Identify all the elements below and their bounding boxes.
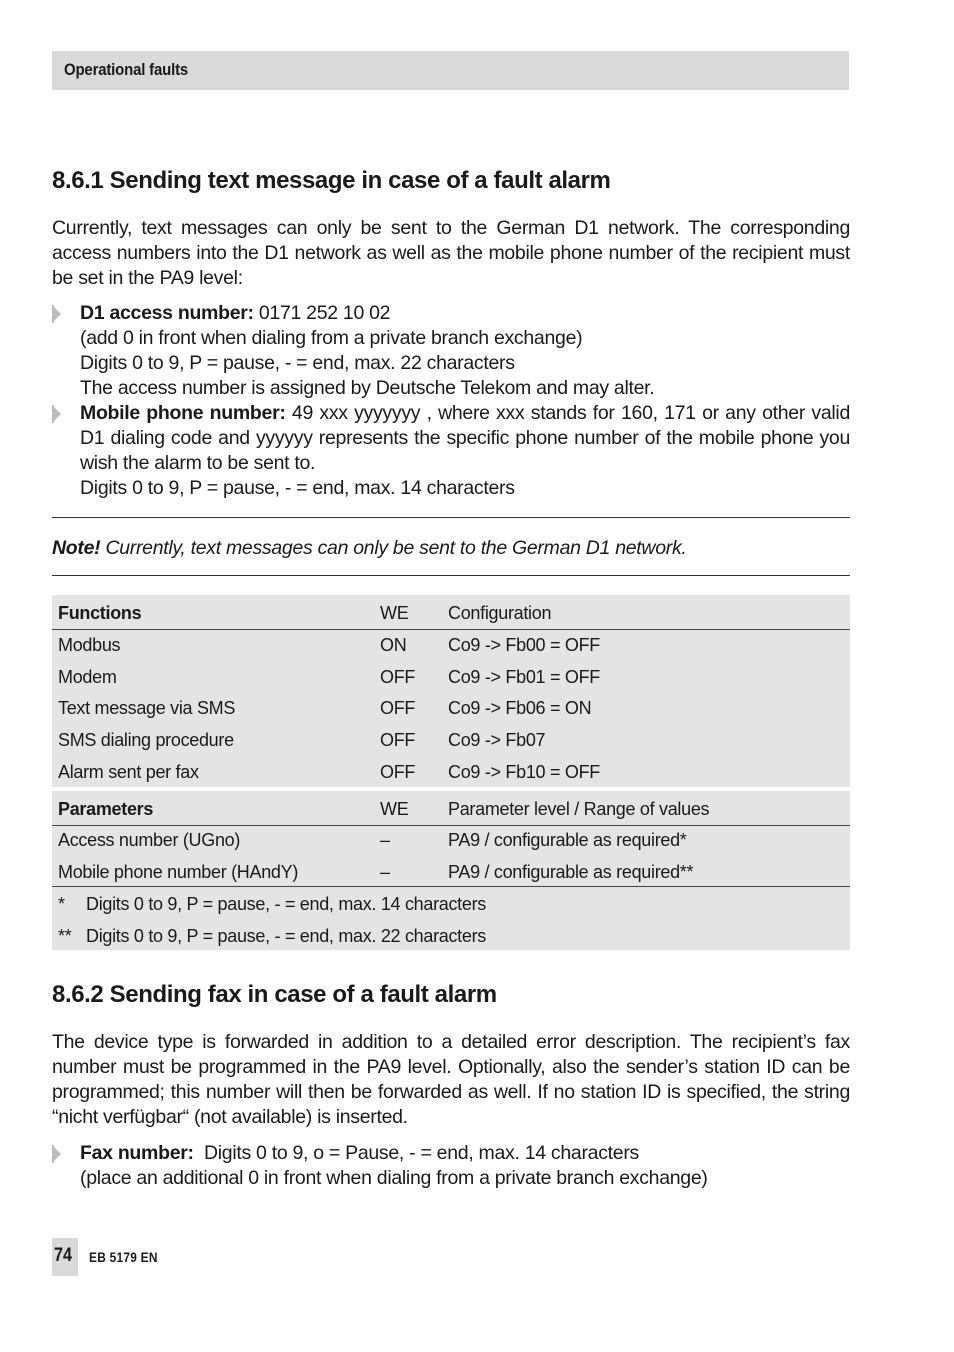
bullet-lead-label: Mobile phone number:	[80, 402, 286, 424]
table-row	[52, 756, 850, 788]
bullet-lead-label: Fax number:	[80, 1142, 194, 1164]
bullet-lead-value: 0171 252 10 02	[253, 302, 391, 324]
bullet-line: (add 0 in front when dialing from a private branch exchange)	[80, 327, 583, 349]
table-row	[52, 824, 850, 856]
bullet-line: Digits 0 to 9, P = pause, - = end, max. 22 characters	[80, 352, 515, 374]
bullet-lead-line	[80, 301, 850, 326]
bullet-line: Digits 0 to 9, P = pause, - = end, max. 14 characters	[80, 477, 515, 499]
bullet-line: The access number is assigned by Deutsche Telekom and may alter.	[80, 377, 655, 399]
table-header-cell: Configuration	[448, 603, 552, 623]
table-cell: Alarm sent per fax	[58, 762, 199, 782]
section1-intro-paragraph: Currently, text messages can only be sent to the German D1 network. The corresponding access numbers into the D1 network as well as the mobile phone number of the recipient must be set in the PA9 level:	[52, 217, 850, 289]
footnote-text: Digits 0 to 9, P = pause, - = end, max. 22 characters	[86, 926, 486, 946]
page-number-box	[52, 1238, 78, 1276]
table-cell: –	[380, 830, 390, 850]
note-body: Currently, text messages can only be sent to the German D1 network.	[100, 537, 687, 559]
table-footnote	[52, 920, 850, 952]
table-footnote	[52, 888, 850, 920]
table-header-cell: Parameters	[58, 799, 154, 819]
section2-intro-paragraph: The device type is forwarded in addition to a detailed error description. The recipient’s fax number must be programmed in the PA9 level. Optionally, also the sender’s station ID can be programmed; this number will then be forwarded as well. If no station ID is specified, the string “nicht verfügbar“ (not available) is inserted.	[52, 1031, 850, 1128]
table-cell: –	[380, 862, 390, 882]
bullet-lead-value: Digits 0 to 9, o = Pause, - = end, max. 14 characters	[193, 1142, 639, 1164]
bullet-lead-line	[80, 1141, 850, 1166]
functions-table-header	[52, 597, 850, 630]
table-cell: Mobile phone number (HAndY)	[58, 862, 299, 882]
note-text	[52, 537, 687, 560]
table-row	[52, 724, 850, 756]
table-cell: OFF	[380, 762, 416, 782]
table-cell: SMS dialing procedure	[58, 730, 234, 750]
table-row	[52, 856, 850, 887]
bullet-arrow-icon	[52, 1145, 61, 1163]
table-cell: Modem	[58, 667, 117, 687]
bullet-mobile-phone-number	[80, 401, 850, 501]
section-header-bar	[52, 51, 849, 90]
section-heading-8-6-1: 8.6.1 Sending text message in case of a fault alarm	[52, 167, 611, 194]
table-header-cell: Functions	[58, 603, 142, 623]
table-cell: Co9 -> Fb01 = OFF	[448, 667, 600, 687]
table-row	[52, 629, 850, 661]
bullet-fax-number	[80, 1141, 850, 1191]
bullet-arrow-icon	[52, 305, 61, 323]
note-label: Note!	[52, 537, 101, 559]
table-cell: Co9 -> Fb07	[448, 730, 546, 750]
footnote-text: Digits 0 to 9, P = pause, - = end, max. 14 characters	[86, 894, 486, 914]
table-cell: OFF	[380, 667, 416, 687]
document-code: EB 5179 EN	[89, 1249, 158, 1265]
parameters-table-header	[52, 793, 850, 826]
note-top-rule	[52, 517, 850, 518]
table-cell: OFF	[380, 730, 416, 750]
table-header-cell: Parameter level / Range of values	[448, 799, 710, 819]
table-header-cell: WE	[380, 799, 409, 819]
page-number: 74	[54, 1245, 72, 1266]
footnote-mark: *	[58, 894, 65, 914]
table-row	[52, 692, 850, 724]
bullet-line: (place an additional 0 in front when dialing from a private branch exchange)	[80, 1167, 708, 1189]
table-cell: ON	[380, 635, 407, 655]
footnote-mark: **	[58, 926, 72, 946]
table-cell: PA9 / configurable as required*	[448, 830, 687, 850]
bullet-lead-value: 49 xxx yyyyyyy , where xxx stands for 160, 171 or any other valid D1 dialing code and yyyyyy represents the specific phone number of the mobile phone you wish the alarm to be sent to.	[80, 402, 850, 474]
table-cell: Co9 -> Fb00 = OFF	[448, 635, 600, 655]
bullet-d1-access-number	[80, 301, 850, 401]
table-cell: Modbus	[58, 635, 121, 655]
bullet-lead-label: D1 access number:	[80, 302, 254, 324]
bullet-arrow-icon	[52, 405, 61, 423]
note-bottom-rule	[52, 575, 850, 576]
table-cell: Co9 -> Fb10 = OFF	[448, 762, 600, 782]
section-header-title: Operational faults	[64, 60, 189, 79]
table-header-cell: WE	[380, 603, 409, 623]
table-cell: Access number (UGno)	[58, 830, 241, 850]
table-cell: PA9 / configurable as required**	[448, 862, 694, 882]
table-cell: Co9 -> Fb06 = ON	[448, 698, 592, 718]
table-row	[52, 661, 850, 693]
table-cell: Text message via SMS	[58, 698, 236, 718]
section-heading-8-6-2: 8.6.2 Sending fax in case of a fault alarm	[52, 981, 497, 1008]
bullet-lead-line	[80, 401, 850, 476]
table-cell: OFF	[380, 698, 416, 718]
